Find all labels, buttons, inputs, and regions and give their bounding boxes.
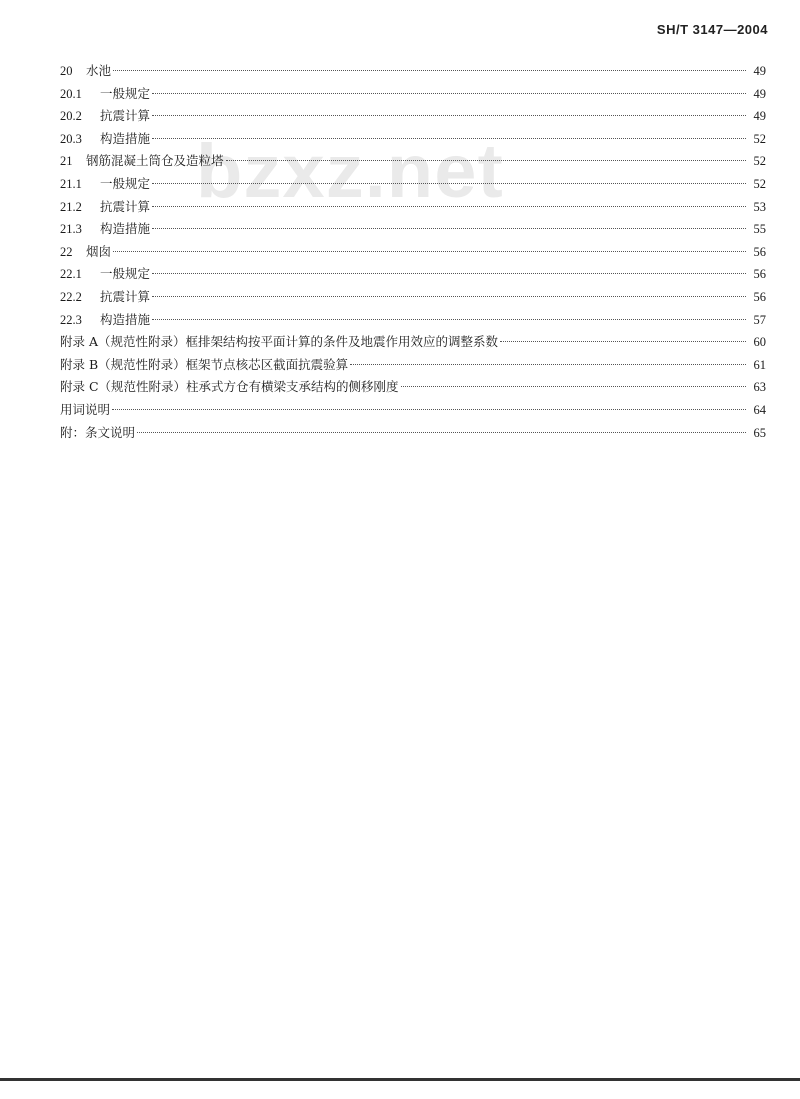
toc-entry[interactable] <box>60 241 766 264</box>
toc-entry-title: 一般规定 <box>100 175 151 191</box>
toc-entry-page: 55 <box>753 222 766 237</box>
toc-entry-title: 构造措施 <box>100 130 151 146</box>
toc-entry[interactable] <box>60 309 766 332</box>
toc-entry-number: 22 <box>60 244 73 259</box>
toc-entry-number: 22.2 <box>60 289 82 304</box>
toc-entry[interactable] <box>60 105 766 128</box>
toc-dot-leader <box>152 138 746 139</box>
toc-entry[interactable] <box>60 354 766 377</box>
bottom-rule <box>0 1078 800 1081</box>
toc-entry[interactable] <box>60 422 766 445</box>
toc-entry-title: 构造措施 <box>100 311 151 327</box>
toc-dot-leader <box>137 432 746 433</box>
toc-entry[interactable] <box>60 150 766 173</box>
toc-dot-leader <box>152 206 746 207</box>
toc-entry[interactable] <box>60 263 766 286</box>
toc-entry-title: 附录 A（规范性附录）框排架结构按平面计算的条件及地震作用效应的调整系数 <box>60 334 499 350</box>
toc-entry[interactable] <box>60 331 766 354</box>
toc-dot-leader <box>152 115 746 116</box>
toc-dot-leader <box>152 273 746 274</box>
toc-entry-title: 一般规定 <box>100 85 151 101</box>
toc-entry-number: 22.3 <box>60 312 82 327</box>
toc-entry-number: 21 <box>60 154 73 169</box>
toc-dot-leader <box>226 160 746 161</box>
toc-dot-leader <box>113 251 746 252</box>
toc-entry-page: 57 <box>753 312 766 327</box>
toc-entry-title: 抗震计算 <box>100 198 151 214</box>
toc-entry-number: 21.2 <box>60 199 82 214</box>
toc-dot-leader <box>112 409 746 410</box>
toc-entry[interactable] <box>60 399 766 422</box>
toc-entry-page: 52 <box>753 154 766 169</box>
toc-entry-page: 52 <box>753 176 766 191</box>
toc-entry-title: 钢筋混凝土筒仓及造粒塔 <box>86 153 224 169</box>
toc-entry[interactable] <box>60 83 766 106</box>
table-of-contents <box>60 60 766 444</box>
toc-entry-number: 21.1 <box>60 176 82 191</box>
toc-entry-page: 61 <box>753 357 766 372</box>
toc-dot-leader <box>500 341 746 342</box>
toc-entry-page: 52 <box>753 131 766 146</box>
toc-entry-number: 21.3 <box>60 222 82 237</box>
toc-entry-page: 49 <box>753 86 766 101</box>
toc-entry-title: 抗震计算 <box>100 288 151 304</box>
toc-entry-title: 水池 <box>86 63 112 78</box>
toc-entry-title: 构造措施 <box>100 221 151 237</box>
watermark: bzxz.net <box>196 129 504 214</box>
toc-entry[interactable] <box>60 173 766 196</box>
toc-entry-number: 20.2 <box>60 109 82 124</box>
toc-entry-title: 一般规定 <box>100 266 151 282</box>
toc-entry-page: 60 <box>753 335 766 350</box>
toc-entry-number: 20 <box>60 64 73 78</box>
document-code: SH/T 3147—2004 <box>656 22 768 37</box>
toc-entry-page: 63 <box>753 380 766 395</box>
toc-entry-page: 56 <box>753 289 766 304</box>
toc-entry-number: 20.3 <box>60 131 82 146</box>
toc-entry-page: 49 <box>753 109 766 124</box>
toc-entry[interactable] <box>60 60 766 83</box>
toc-entry[interactable] <box>60 128 766 151</box>
toc-entry-page: 65 <box>753 425 766 440</box>
toc-entry-page: 56 <box>753 244 766 259</box>
toc-entry-page: 64 <box>753 402 766 417</box>
toc-dot-leader <box>152 228 746 229</box>
toc-dot-leader <box>152 296 746 297</box>
toc-entry[interactable] <box>60 286 766 309</box>
toc-entry-page: 56 <box>753 267 766 282</box>
toc-entry-title: 附录 C（规范性附录）柱承式方仓有横梁支承结构的侧移刚度 <box>60 379 399 395</box>
toc-dot-leader <box>152 319 746 320</box>
toc-entry-title: 附录 B（规范性附录）框架节点核芯区截面抗震验算 <box>60 356 349 372</box>
toc-dot-leader <box>350 364 746 365</box>
toc-entry[interactable] <box>60 196 766 219</box>
toc-entry-title: 附：条文说明 <box>60 424 136 440</box>
toc-entry-title: 用词说明 <box>60 401 111 417</box>
toc-dot-leader <box>401 386 746 387</box>
toc-dot-leader <box>152 183 746 184</box>
toc-dot-leader <box>152 93 746 94</box>
toc-dot-leader <box>113 70 746 71</box>
toc-entry-number: 22.1 <box>60 267 82 282</box>
toc-entry[interactable] <box>60 376 766 399</box>
toc-entry[interactable] <box>60 218 766 241</box>
toc-entry-title: 抗震计算 <box>100 108 151 124</box>
toc-entry-page: 53 <box>753 199 766 214</box>
toc-entry-title: 烟囱 <box>86 243 112 259</box>
toc-entry-number: 20.1 <box>60 86 82 101</box>
toc-entry-page: 49 <box>753 64 766 78</box>
